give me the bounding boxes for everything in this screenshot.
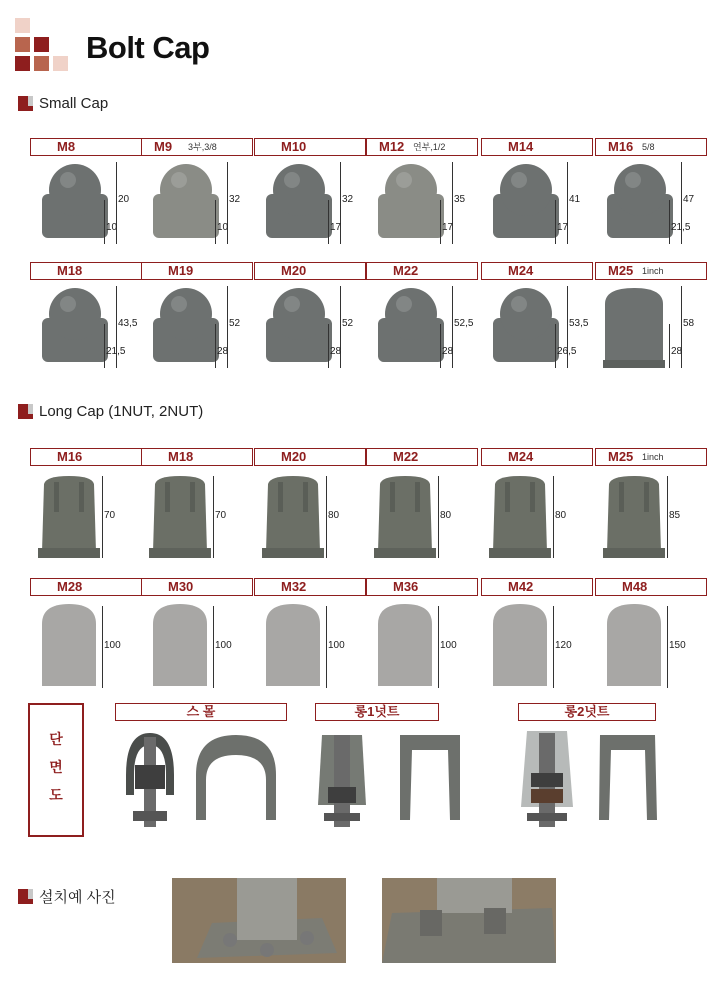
dimension-line	[553, 476, 554, 558]
dimension-line	[555, 324, 556, 368]
nut-height: 10	[217, 222, 229, 233]
long-cap-item	[141, 448, 253, 568]
dimension-line	[104, 324, 105, 368]
total-height: 35	[454, 194, 466, 205]
size-label	[595, 448, 707, 466]
dimension-line	[213, 606, 214, 688]
page-title: Bolt Cap	[86, 30, 210, 65]
small-cap-item	[30, 262, 142, 382]
small-cap-item	[481, 262, 593, 382]
small-cap-item	[481, 138, 593, 258]
total-height: 52	[342, 318, 354, 329]
long1nut-section-image	[310, 725, 460, 835]
small-cap-item	[366, 138, 478, 258]
dimension-line	[667, 476, 668, 558]
small-cap-item	[595, 262, 707, 382]
size-text: M22	[393, 263, 419, 278]
dimension-line	[440, 324, 441, 368]
size-text: M19	[168, 263, 194, 278]
size-label	[30, 448, 142, 466]
cap-image	[258, 474, 328, 564]
dimension-line	[213, 476, 214, 558]
small-cap-item	[254, 138, 366, 258]
total-height: 32	[229, 194, 241, 205]
nut-height: 28	[330, 346, 342, 357]
long-cap-item	[366, 578, 478, 698]
nut-height: 17	[330, 222, 342, 233]
nut-height: 21,5	[671, 222, 691, 233]
long-cap-item	[595, 578, 707, 698]
total-height: 32	[342, 194, 354, 205]
cap-image	[601, 602, 671, 692]
cross-section-char: 면	[49, 759, 63, 775]
section-title: Long Cap (1NUT, 2NUT)	[39, 403, 204, 420]
size-text: M48	[622, 579, 648, 594]
cap-image	[487, 602, 557, 692]
cap-image	[372, 602, 442, 692]
cap-image	[599, 474, 669, 564]
long-cap-item	[481, 578, 593, 698]
small-cap-item	[595, 138, 707, 258]
cap-image	[485, 474, 555, 564]
dimension-line	[328, 200, 329, 244]
cap-height: 100	[440, 640, 457, 651]
total-height: 47	[683, 194, 695, 205]
dimension-line	[438, 606, 439, 688]
nut-height: 28	[671, 346, 683, 357]
section-title: Small Cap	[39, 95, 109, 112]
dimension-line	[104, 200, 105, 244]
dimension-line	[328, 324, 329, 368]
long-cap-item	[30, 448, 142, 568]
brand-logo	[15, 18, 71, 74]
long-cap-item	[254, 448, 366, 568]
size-text: M28	[57, 579, 83, 594]
total-height: 20	[118, 194, 130, 205]
cross-section-label: 롱2넛트	[518, 703, 656, 721]
dimension-line	[326, 606, 327, 688]
size-label	[141, 262, 253, 280]
cap-height: 80	[555, 510, 567, 521]
total-height: 41	[569, 194, 581, 205]
size-text: M20	[281, 263, 307, 278]
nut-height: 28	[442, 346, 454, 357]
size-text: M24	[508, 449, 534, 464]
size-label	[254, 448, 366, 466]
nut-height: 28	[217, 346, 229, 357]
section-small-cap	[18, 95, 108, 112]
size-label	[30, 138, 142, 156]
size-label	[481, 578, 593, 596]
size-text: M10	[281, 139, 307, 154]
size-text: M12	[379, 139, 405, 154]
size-text: M16	[608, 139, 634, 154]
size-label	[595, 262, 707, 280]
long2nut-section-image	[515, 725, 665, 835]
cap-height: 80	[328, 510, 340, 521]
long-cap-item	[595, 448, 707, 568]
dimension-line	[438, 476, 439, 558]
size-note: 3부,3/8	[188, 142, 217, 152]
total-height: 43,5	[118, 318, 138, 329]
cap-image	[145, 474, 215, 564]
small-cap-section-image	[118, 725, 288, 835]
dimension-line	[440, 200, 441, 244]
size-label	[254, 578, 366, 596]
cross-section-char: 도	[49, 787, 63, 803]
cap-height: 80	[440, 510, 452, 521]
small-cap-item	[366, 262, 478, 382]
nut-height: 10	[106, 222, 118, 233]
size-label	[30, 262, 142, 280]
size-label	[481, 262, 593, 280]
dimension-line	[215, 200, 216, 244]
install-photo-1	[172, 878, 346, 963]
section-bullet-icon	[18, 404, 33, 419]
size-note: 연부,1/2	[413, 142, 446, 152]
small-cap-item	[30, 138, 142, 258]
dimension-line	[667, 606, 668, 688]
small-cap-item	[254, 262, 366, 382]
dimension-line	[326, 476, 327, 558]
size-text: M36	[393, 579, 419, 594]
section-bullet-icon	[18, 889, 33, 904]
cap-height: 85	[669, 510, 681, 521]
nut-height: 21,5	[106, 346, 126, 357]
small-cap-item	[141, 262, 253, 382]
size-text: M42	[508, 579, 534, 594]
size-text: M20	[281, 449, 307, 464]
dimension-line	[555, 200, 556, 244]
long-cap-item	[366, 448, 478, 568]
size-label	[254, 262, 366, 280]
size-text: M18	[168, 449, 194, 464]
size-label	[254, 138, 366, 156]
size-text: M24	[508, 263, 534, 278]
total-height: 52,5	[454, 318, 474, 329]
size-text: M30	[168, 579, 194, 594]
long-cap-item	[254, 578, 366, 698]
section-long-cap	[18, 403, 203, 420]
cap-height: 120	[555, 640, 572, 651]
cap-image	[147, 602, 217, 692]
cap-image	[599, 282, 669, 372]
cross-section-char: 단	[49, 731, 63, 747]
cap-height: 100	[215, 640, 232, 651]
cap-image	[260, 602, 330, 692]
dimension-line	[102, 476, 103, 558]
size-text: M32	[281, 579, 307, 594]
section-bullet-icon	[18, 96, 33, 111]
size-label	[141, 138, 253, 156]
size-label	[141, 578, 253, 596]
size-label	[481, 448, 593, 466]
size-note: 1inch	[642, 452, 664, 462]
size-label	[366, 138, 478, 156]
size-label	[595, 578, 707, 596]
size-label	[481, 138, 593, 156]
dimension-line	[669, 324, 670, 368]
dimension-line	[102, 606, 103, 688]
cap-image	[36, 602, 106, 692]
size-note: 5/8	[642, 142, 655, 152]
size-text: M8	[57, 139, 76, 154]
long-cap-item	[481, 448, 593, 568]
cap-height: 70	[215, 510, 227, 521]
size-text: M18	[57, 263, 83, 278]
dimension-line	[553, 606, 554, 688]
nut-height: 17	[557, 222, 569, 233]
long-cap-item	[141, 578, 253, 698]
cap-height: 150	[669, 640, 686, 651]
total-height: 52	[229, 318, 241, 329]
long-cap-item	[30, 578, 142, 698]
size-label	[141, 448, 253, 466]
size-text: M25	[608, 263, 634, 278]
cap-height: 70	[104, 510, 116, 521]
size-label	[366, 448, 478, 466]
size-text: M22	[393, 449, 419, 464]
size-text: M14	[508, 139, 534, 154]
dimension-line	[669, 200, 670, 244]
nut-height: 17	[442, 222, 454, 233]
size-text: M9	[154, 139, 173, 154]
size-label	[30, 578, 142, 596]
size-label	[595, 138, 707, 156]
size-text: M25	[608, 449, 634, 464]
cap-height: 100	[104, 640, 121, 651]
cross-section-label: 스 몰	[115, 703, 287, 721]
cross-section-label: 롱1넛트	[315, 703, 439, 721]
size-label	[366, 578, 478, 596]
cap-height: 100	[328, 640, 345, 651]
total-height: 58	[683, 318, 695, 329]
total-height: 53,5	[569, 318, 589, 329]
size-text: M16	[57, 449, 83, 464]
dimension-line	[215, 324, 216, 368]
cross-section-box	[28, 703, 84, 837]
section-install	[18, 886, 116, 907]
section-title: 설치예 사진	[39, 889, 116, 906]
small-cap-item	[141, 138, 253, 258]
install-photo-2	[382, 878, 556, 963]
nut-height: 26,5	[557, 346, 577, 357]
cap-image	[370, 474, 440, 564]
cap-image	[34, 474, 104, 564]
size-label	[366, 262, 478, 280]
size-note: 1inch	[642, 266, 664, 276]
